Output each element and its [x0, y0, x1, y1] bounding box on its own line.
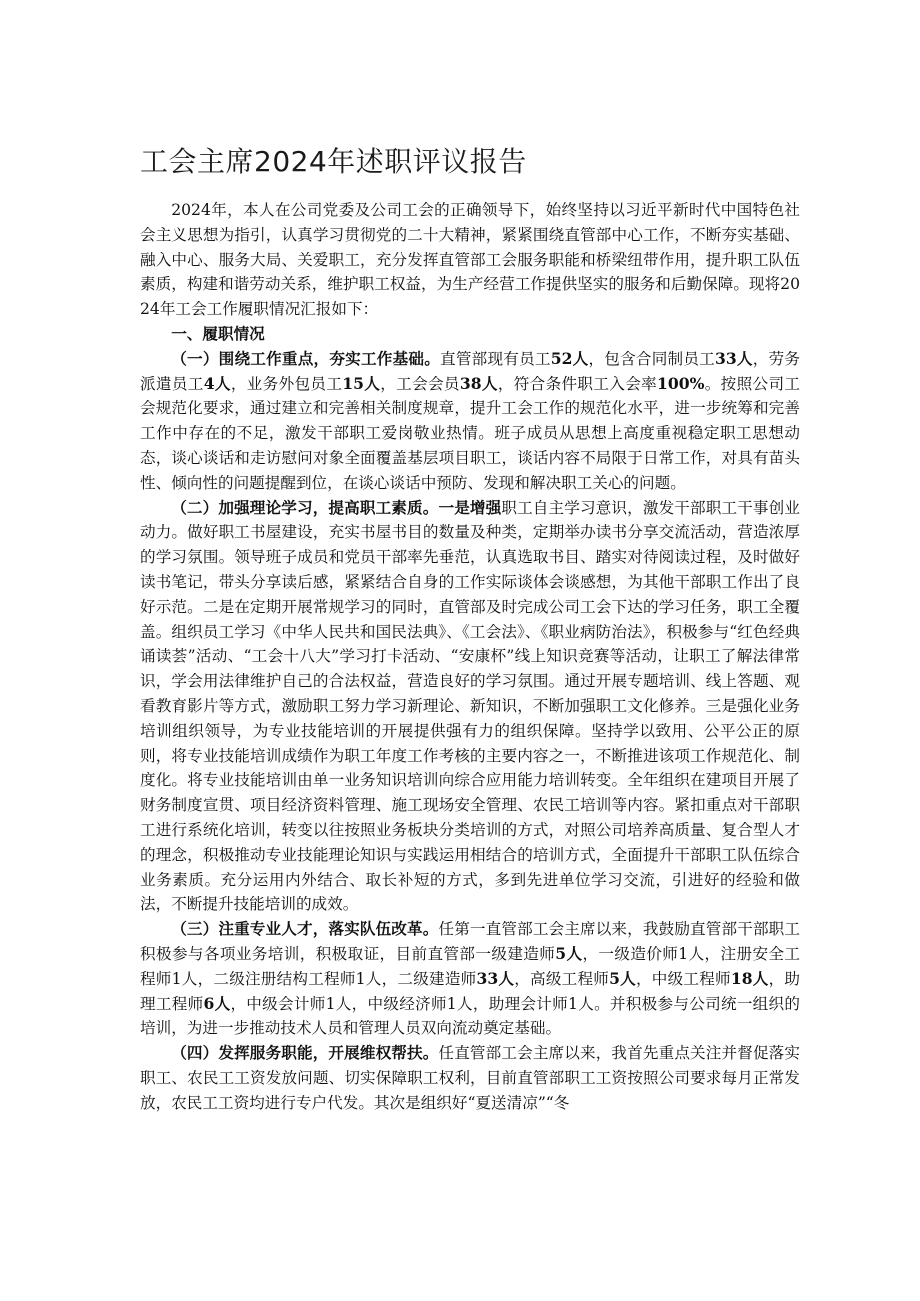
mid-engineer-count: 18人 [730, 968, 769, 988]
body-text: ，中级工程师 [635, 969, 731, 988]
paragraph-work-focus [140, 347, 800, 496]
body-text: ，符合条件职工入会率 [497, 374, 658, 393]
paragraph-lead: （三）注重专业人才，落实队伍改革。 [171, 919, 439, 939]
body-text: ，一级造价师1人，注册安全工程师1人，二级注册结构工程师1人，二级建造师 [140, 944, 800, 988]
paragraph-lead: （四）发挥服务职能，开展维权帮扶。 [171, 1043, 439, 1063]
body-text: ，高级工程师 [514, 969, 610, 988]
body-text: ，包含合同制员工 [588, 349, 715, 368]
outsourced-staff-count: 15人 [342, 373, 381, 393]
assistant-engineer-count: 6人 [203, 993, 231, 1013]
document-title: 工会主席2024年述职评议报告 [140, 145, 527, 178]
body-text: 。按照公司工会规范化要求，通过建立和完善相关制度规章，提升工会工作的规范化水平，进一步统筹和完善工作中存在的不足，激发干部职工爱岗敬业热情。班子成员从思想上高度重视稳定职工思想动态，谈心谈话和走访慰问对象全面覆盖基层项目职工，谈话内容不局限于日常工作，对具有苗头性、倾向性的问题提醒到位，在谈心谈话中预防、发现和解决职工关心的问题。 [140, 374, 800, 492]
body-text: ，业务外包员工 [230, 374, 343, 393]
body-text: 职工自主学习意识，激发干部职工干事创业动力。做好职工书屋建设，充实书屋书目的数量及种类，定期举办读书分享交流活动，营造浓厚的学习氛围。领导班子成员和党员干部率先垂范，认真选取书目、踏实对待阅读过程，及时做好读书笔记，带头分享读后感，紧紧结合自身的工作实际谈体会谈感想，为其他干部职工作出了良好示范。二是在定期开展常规学习的同时，直管部及时完成公司工会下达的学习任务，职工全覆盖。组织员工学习《中华人民共和国民法典》、《工会法》、《职业病防治法》，积极参与“红色经典诵读荟”活动、“工会十八大”学习打卡活动、“安康杯”线上知识竞赛等活动，让职工了解法律常识，学会用法律维护自己的合法权益，营造良好的学习氛围。通过开展专题培训、线上答题、观看教育影片等方式，激励职工努力学习新理论、新知识，不断加强职工文化修养。三是强化业务培训组织领导，为专业技能培训的开展提供强有力的组织保障。坚持学以致用、公平公正的原则，将专业技能培训成绩作为职工年度工作考核的主要内容之一，不断推进该项工作规范化、制度化。将专业技能培训由单一业务知识培训向综合应用能力培训转变。全年组织在建项目开展了财务制度宣贯、项目经济资料管理、施工现场安全管理、农民工培训等内容。紧扣重点对干部职工进行系统化培训，转变以往按照业务板块分类培训的方式，对照公司培养高质量、复合型人才的理念，积极推动专业技能理论知识与实践运用相结合的培训方式，全面提升干部职工队伍综合业务素质。充分运用内外结合、取长补短的方式，多到先进单位学习交流，引进好的经验和做法，不断提升技能培训的成效。 [140, 498, 800, 914]
staff-count: 52人 [550, 348, 589, 368]
senior-engineer-count: 5人 [609, 968, 636, 988]
paragraph-theory-study [140, 496, 800, 918]
union-member-count: 38人 [459, 373, 498, 393]
paragraph-sublead: 一是增强 [438, 497, 502, 517]
body-text: ，助理工程师 [140, 969, 800, 1013]
second-class-builder-count: 33人 [476, 968, 515, 988]
first-class-builder-count: 5人 [555, 943, 583, 963]
body-text: ，中级会计师1人，中级经济师1人，助理会计师1人。并积极参与公司统一组织的培训，为进一步推动技术人员和管理人员双向流动奠定基础。 [140, 994, 800, 1038]
dispatch-staff-count: 4人 [203, 373, 231, 393]
body-text: 任直管部工会主席以来，我首先重点关注并督促落实职工、农民工工资发放问题、切实保障职工权利，目前直管部职工工资按照公司要求每月正常发放，农民工工资均进行专户代发。其次是组织好“夏送清凉”“冬 [140, 1044, 800, 1112]
section-heading-performance: 一、履职情况 [171, 323, 265, 343]
contract-staff-count: 33人 [715, 348, 753, 368]
body-text: 任第一直管部工会主席以来，我鼓励直管部干部职工积极参与各项业务培训，积极取证，目前直管部一级建造师 [140, 920, 800, 963]
body-text: ，劳务派遣员工 [140, 349, 800, 393]
paragraph-lead: （一）围绕工作重点，夯实工作基础。 [171, 348, 441, 368]
membership-rate: 100% [657, 373, 705, 393]
intro-paragraph: 2024年，本人在公司党委及公司工会的正确领导下，始终坚持以习近平新时代中国特色社会主义思想为指引，认真学习贯彻党的二十大精神，紧紧围绕直管部中心工作，不断夯实基础、融入中心、服务大局、关爱职工，充分发挥直管部工会服务职能和桥梁纽带作用，提升职工队伍素质，构建和谐劳动关系，维护职工权益，为生产经营工作提供坚实的服务和后勤保障。现将2024年工会工作履职情况汇报如下： [140, 201, 800, 319]
document-page [140, 140, 800, 1115]
paragraph-service [140, 1041, 800, 1115]
body-text: ，工会会员 [380, 374, 460, 393]
body-text: 直管部现有员工 [440, 349, 551, 368]
paragraph-talent [140, 917, 800, 1041]
paragraph-lead: （二）加强理论学习，提高职工素质。 [171, 497, 439, 517]
